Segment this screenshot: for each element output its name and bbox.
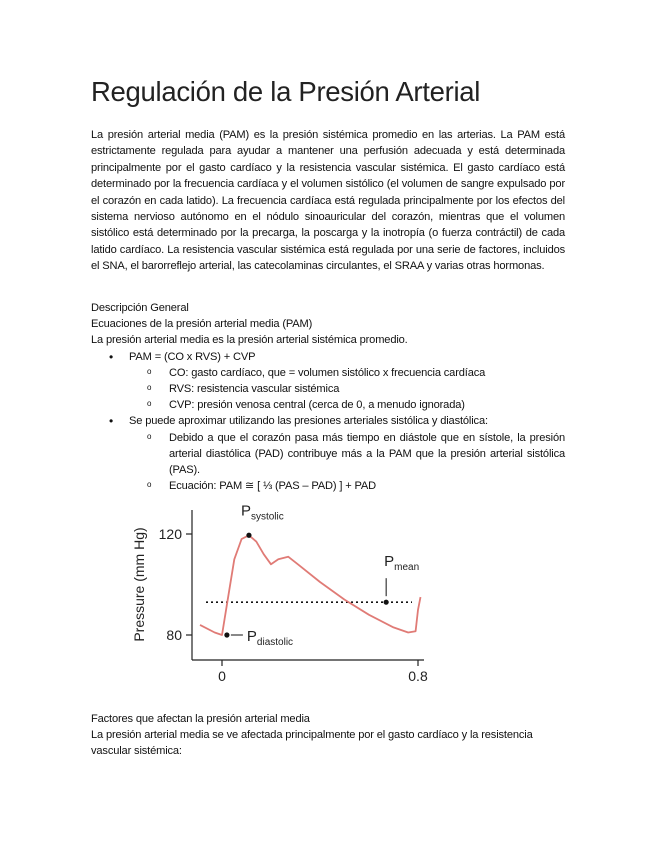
sub-list: [129, 430, 565, 495]
equations-subheading: Ecuaciones de la presión arterial media (PAM): [91, 318, 313, 331]
list-item: o CO: gasto cardíaco, que = volumen sistólico x frecuencia cardíaca: [129, 365, 565, 381]
annotation-dot: [246, 533, 251, 538]
pressure-chart: [118, 500, 448, 700]
annotation-dot: [384, 600, 389, 605]
factors-text: La presión arterial media se ve afectada principalmente por el gasto cardíaco y la resistencia vascular sistémica:: [91, 729, 533, 758]
list-item: o Ecuación: PAM ≅ [ ⅓ (PAS – PAD) ] + PAD: [129, 478, 565, 494]
y-tick-label: 120: [158, 526, 182, 542]
equation-list: [91, 349, 565, 495]
overview-heading: Descripción General: [91, 302, 189, 314]
sub-list: [129, 365, 565, 414]
annotation-dot: [224, 632, 229, 637]
x-tick-label: 0: [218, 668, 226, 684]
approximation-text: Se puede aproximar utilizando las presiones arteriales sistólica y diastólica:: [129, 415, 488, 428]
list-item: o CVP: presión venosa central (cerca de 0, a menudo ignorada): [129, 397, 565, 413]
pressure-waveform: [200, 535, 421, 635]
annotation-label: $P_{diastolic}$: [246, 628, 294, 648]
list-item: [91, 349, 565, 414]
annotation-label: $P_{systolic}$: [240, 502, 284, 523]
y-axis-label: Pressure (mm Hg): [131, 527, 147, 642]
intro-paragraph: La presión arterial media (PAM) es la presión sistémica promedio en las arterias. La PAM está estrictamente regulada para ayudar a mantener una perfusión adecuada y está determinada principalmente por el gasto cardíaco y la resistencia vascular sistémica. El gasto cardíaco está determinado por la frecuencia cardíaca y el volumen sistólico (el volumen de sangre expulsado por el corazón en cada latido). La frecuencia cardíaca está regulada principalmente por los efectos del sistema nervioso autónomo en el nódulo sinoauricular del corazón, mientras que el volumen sistólico está determinado por la precarga, la poscarga y la inotropía (o fuerza contráctil) de cada latido cardíaco. La resistencia vascular sistémica está regulada por una serie de factores, incluidos el SNA, el barorreflejo arterial, las catecolaminas circulantes, el SRAA y varias otras hormonas.: [91, 129, 565, 273]
factors-heading: Factores que afectan la presión arterial media: [91, 713, 310, 725]
y-tick-label: 80: [166, 627, 182, 643]
list-item: o RVS: resistencia vascular sistémica: [129, 381, 565, 397]
annotation-subscript: systolic: [250, 511, 284, 523]
page-title: Regulación de la Presión Arterial: [91, 76, 481, 107]
annotation-subscript: diastolic: [256, 637, 294, 648]
annotation-label: $P_{mean}$: [384, 553, 420, 574]
factors-section: [91, 711, 565, 760]
annotation-subscript: mean: [394, 562, 420, 574]
x-tick-label: 0.8: [408, 668, 428, 684]
list-item: [91, 413, 565, 494]
overview-section: [91, 300, 565, 494]
pressure-chart-svg: [118, 500, 448, 695]
list-item: o Debido a que el corazón pasa más tiempo en diástole que en sístole, la presión arterial diastólica (PAD) contribuye más a la PAM que la presión arterial sistólica (PAS).: [129, 430, 565, 479]
pam-formula: PAM = (CO x RVS) + CVP: [129, 350, 256, 363]
overview-lead: La presión arterial media es la presión arterial sistémica promedio.: [91, 334, 408, 347]
